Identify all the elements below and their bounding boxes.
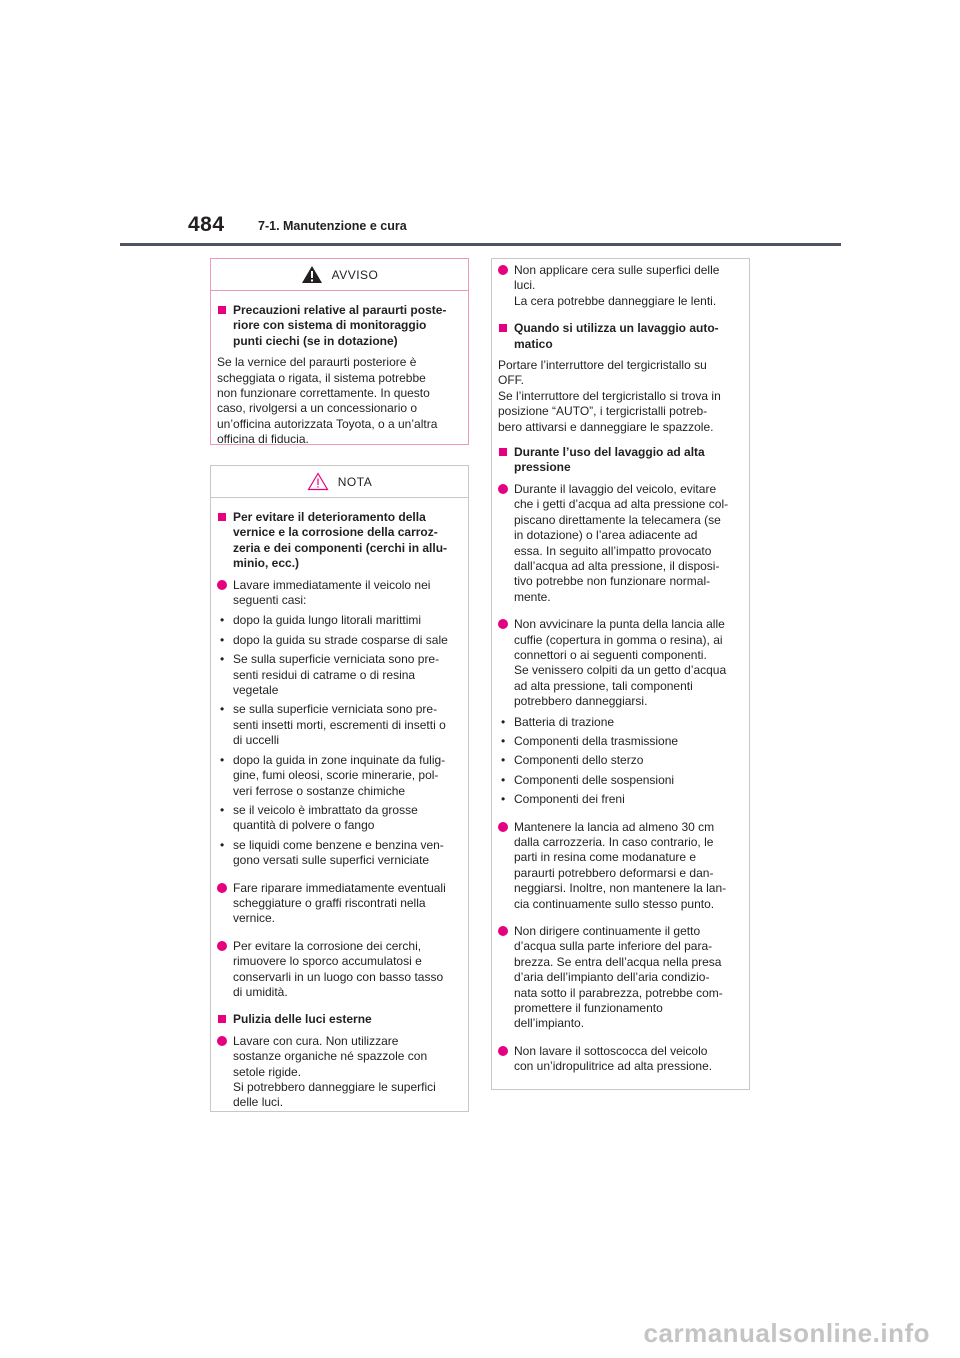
cont-circle-5: Non dirigere continuamente il getto d’acqua sulla parte inferiore del para- brezza. Se entra dell’acqua nella presa d’aria dell’impianto dell’aria condizio- nata sotto il parabrezza, potrebbe com- promettere il funzionamento dell’impianto. (498, 924, 737, 1032)
note-circle-4: Lavare con cura. Non utilizzare sostanze organiche né spazzole con setole rigide. Si potrebbero danneggiare le superfici delle luci. (217, 1034, 456, 1111)
note-heading-2: Pulizia delle luci esterne (217, 1012, 456, 1027)
caution-triangle-outline-icon (307, 472, 329, 491)
page-number: 484 (188, 213, 225, 236)
note-bullet: • se il veicolo è imbrattato da grosse quantità di polvere o fango (220, 802, 418, 833)
cont-bullet: • Componenti delle sospensioni (501, 772, 675, 787)
note-circle-3: Per evitare la corrosione dei cerchi, rimuovere lo sporco accumulatosi e conservarli in un luogo con basso tasso di umidità. (217, 939, 456, 1001)
cont-circle-6: Non lavare il sottoscocca del veicolo con un’idropulitrice ad alta pressione. (498, 1044, 737, 1075)
cont-bullet: • Componenti dei freni (501, 792, 625, 807)
note-bullet: • se sulla superficie verniciata sono pre- senti insetti morti, escrementi di insetti o di uccelli (220, 702, 446, 748)
note-circle-1: Lavare immediatamente il veicolo nei seguenti casi: (217, 578, 456, 609)
cont-circle-1: Non applicare cera sulle superfici delle luci. La cera potrebbe danneggiare le lenti. (498, 263, 737, 309)
note-bullet: • dopo la guida in zone inquinate da fulig- gine, fumi oleosi, scorie minerarie, pol- veri ferrose o sostanze chimiche (220, 752, 446, 798)
section-title: 7-1. Manutenzione e cura (258, 219, 407, 233)
note-box-header (211, 466, 468, 498)
note-bullet: • dopo la guida lungo litorali marittimi (220, 613, 422, 628)
note-box (210, 465, 469, 1112)
note-circle-2: Fare riparare immediatamente eventuali scheggiature o graffi riscontrati nella vernice. (217, 881, 456, 927)
cont-bullet: • Componenti dello sterzo (501, 753, 644, 768)
warning-box (210, 258, 469, 445)
cont-circle-2: Durante il lavaggio del veicolo, evitare che i getti d’acqua ad alta pressione col- piscano direttamente la telecamera (se in dotazione) o l’area adiacente ad essa. In seguito all’impatto provocato dall’acqua ad alta pressione, il disposi- tivo potrebbe non funzionare normal- mente. (498, 482, 737, 605)
warning-triangle-icon (301, 265, 323, 284)
cont-circle-4: Mantenere la lancia ad almeno 30 cm dalla carrozzeria. In caso contrario, le parti in resina come modanature e paraurti potrebbero deformarsi e dan- neggiarsi. Inoltre, non mantenere la lan- cia continuamente sullo stesso punto. (498, 820, 737, 912)
watermark: carmanualsonline.info (643, 1318, 930, 1348)
note-bullet: • Se sulla superficie verniciata sono pre- senti residui di catrame o di resina vegetale (220, 652, 440, 698)
cont-text-1: Portare l’interruttore del tergicristallo su OFF. Se l’interruttore del tergicristallo si trova in posizione “AUTO”, i tergicristalli potreb- bero attivarsi e danneggiare le spazzole. (498, 358, 721, 434)
note-heading-1: Per evitare il deterioramento della vernice e la corrosione della carroz- zeria e dei componenti (cerchi in allu- minio, ecc.) (217, 510, 456, 572)
warning-text: Se la vernice del paraurti posteriore è scheggiata o rigata, il sistema potrebbe non funzionare correttamente. In questo caso, rivolgersi a un concessionario o un’officina autorizzata Toyota, o a un’altra officina di fiducia. (217, 355, 438, 447)
cont-bullet: • Componenti della trasmissione (501, 733, 679, 748)
note-box-title: NOTA (337, 474, 373, 489)
note-bullet: • se liquidi come benzene e benzina ven- gono versati sulle superfici verniciate (220, 837, 444, 868)
cont-heading-2: Durante l’uso del lavaggio ad alta pressione (498, 445, 737, 476)
warning-box-header (211, 259, 468, 291)
continued-note-box (491, 258, 750, 1090)
cont-heading-1: Quando si utilizza un lavaggio auto- matico (498, 321, 737, 352)
note-bullet: • dopo la guida su strade cosparse di sale (220, 632, 448, 647)
header-rule (120, 243, 841, 246)
cont-circle-3: Non avvicinare la punta della lancia alle cuffie (copertura in gomma o resina), ai connettori o ai seguenti componenti. Se venissero colpiti da un getto d’acqua ad alta pressione, tali componenti potrebbero danneggiarsi. (498, 617, 737, 709)
warning-heading: Precauzioni relative al paraurti poste- riore con sistema di monitoraggio punti ciechi (se in dotazione) (217, 303, 456, 349)
cont-bullet: • Batteria di trazione (501, 714, 615, 729)
warning-box-title: AVVISO (331, 267, 379, 282)
